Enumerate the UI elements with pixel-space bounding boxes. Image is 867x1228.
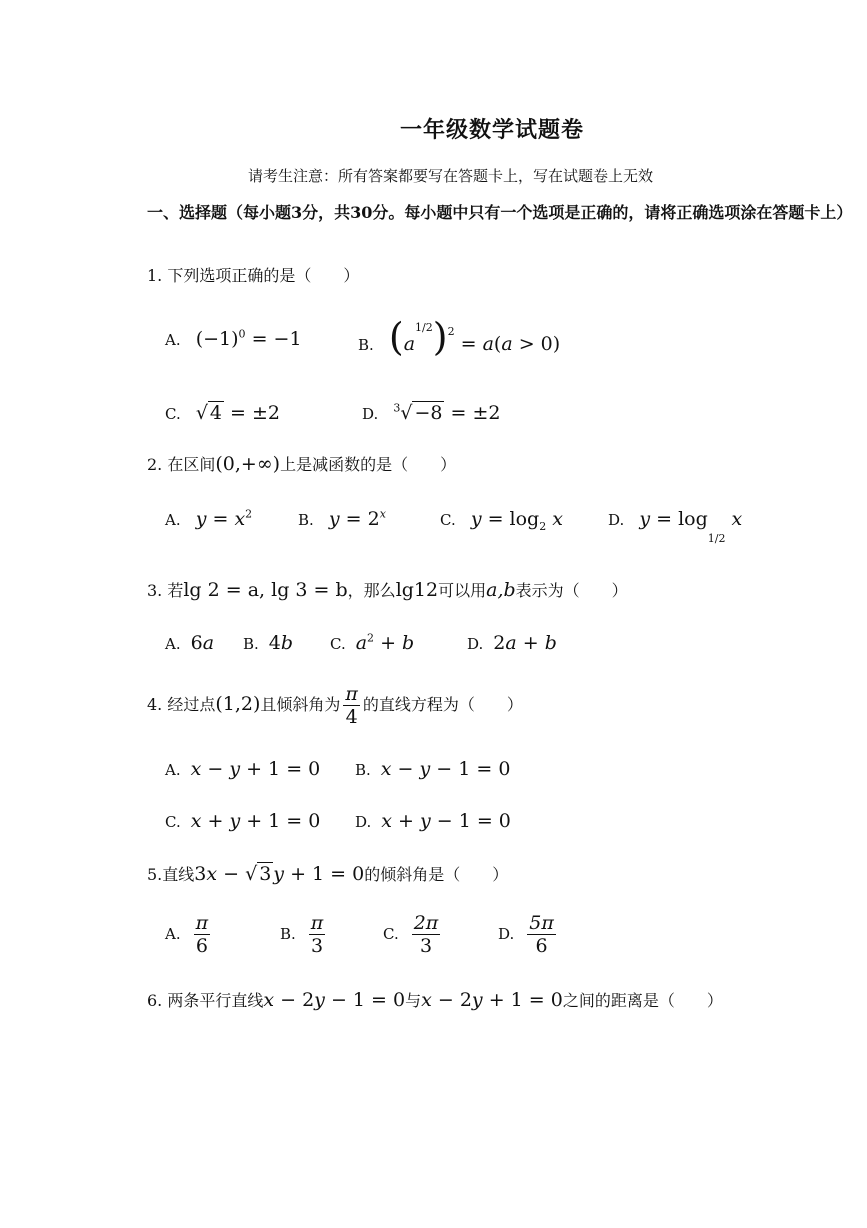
q6-line-2: x − 2y + 1 = 0 (421, 989, 563, 1011)
q1-option-b-math: $(a^{1/2})^2 = a(a > 0)$ (388, 315, 561, 359)
q4-option-d-math: x + y − 1 = 0 (381, 810, 511, 832)
exam-notice: 请考生注意：所有答案都要写在答题卡上，写在试题卷上无效 (248, 167, 654, 185)
question-2-stem: 2. 在区间(0,+∞)上是减函数的是（ ） (147, 453, 457, 475)
q1-option-b-label: B. (358, 336, 374, 354)
q4-option-c-math: x + y + 1 = 0 (190, 810, 321, 832)
q4-option-b-math: x − y − 1 = 0 (380, 758, 511, 780)
q1-option-b (358, 315, 560, 359)
q2-option-a: A. $y = x^2$ (165, 508, 253, 531)
q4-option-a: A. x − y + 1 = 0 (165, 758, 321, 780)
question-1-stem: 1. 下列选项正确的是（ ） (147, 266, 360, 285)
question-5-stem: 5.直线3x − √ 3 y + 1 = 0的倾斜角是（ ） (147, 863, 509, 885)
q2-option-d-math: $y = \log_{1/2} x$ (639, 508, 743, 545)
q3-option-b-math: 4b (268, 632, 294, 654)
q3-option-d: D. 2a + b (467, 632, 557, 654)
question-4-stem: 4. 经过点(1,2)且倾斜角为 $\frac{\pi}{4}$ 的直线方程为（ ） (147, 683, 523, 728)
q1-option-d-label: D. (362, 405, 379, 424)
exam-title: 一年级数学试题卷 (400, 117, 585, 143)
q4-option-b: B. x − y − 1 = 0 (355, 758, 511, 780)
q2-option-a-math: $y = x^2$ (195, 508, 253, 531)
q1-option-a (165, 328, 302, 350)
question-6-stem: 6. 两条平行直线x − 2y − 1 = 0与x − 2y + 1 = 0之间的距离是（ ） (147, 989, 723, 1011)
q4-option-c: C. x + y + 1 = 0 (165, 810, 321, 832)
q1-option-c-math: √ 4 = ±2 (195, 402, 281, 424)
question-3-stem: 3. 若lg 2 = a, lg 3 = b，那么lg12可以用a,b表示为（ ） (147, 579, 628, 601)
q2-option-c: C. $y = \log_2 x$ (440, 508, 563, 533)
q5-option-a: A. $\frac{\pi}{6}$ (165, 912, 209, 957)
q4-option-d: D. x + y − 1 = 0 (355, 810, 511, 832)
q1-option-c (165, 402, 280, 424)
q4-angle-fraction: $\frac{\pi}{4}$ (345, 683, 358, 728)
q5-option-d: D. $\frac{5\pi}{6}$ (498, 912, 554, 957)
q2-option-b-math: $y = 2^x$ (328, 508, 386, 531)
q3-option-c: C. $a^2 + b$ (330, 632, 415, 655)
q2-option-c-math: $y = \log_2 x$ (470, 508, 563, 533)
q2-option-b: B. $y = 2^x$ (298, 508, 386, 531)
q1-option-d-math: $^3$√ −8 = ±2 (393, 402, 501, 425)
q1-option-c-label: C. (165, 405, 181, 423)
q3-option-c-math: $a^2 + b$ (355, 632, 415, 655)
q3-option-d-math: 2a + b (493, 632, 557, 654)
q5-option-c: C. $\frac{2\pi}{3}$ (383, 912, 439, 957)
q2-option-d: D. $y = \log_{1/2} x$ (608, 508, 743, 545)
q3-option-a-math: 6a (190, 632, 215, 654)
q6-line-1: x − 2y − 1 = 0 (263, 989, 406, 1011)
q1-option-a-label: A. (165, 331, 181, 350)
section-heading: 一、选择题（每小题3分，共30分。每小题中只有一个选项是正确的，请将正确选项涂在答题卡上） (147, 203, 853, 222)
q3-option-b: B. 4b (243, 632, 294, 654)
q5-line-equation: 3x − √ 3 y + 1 = 0 (194, 863, 365, 885)
q3-option-a: A. 6a (165, 632, 215, 654)
q4-option-a-math: x − y + 1 = 0 (190, 758, 321, 780)
q5-option-b: B. $\frac{\pi}{3}$ (280, 912, 324, 957)
q1-option-a-math: $(-1)^0 = -1$ (195, 328, 302, 351)
q1-option-d (362, 402, 501, 424)
